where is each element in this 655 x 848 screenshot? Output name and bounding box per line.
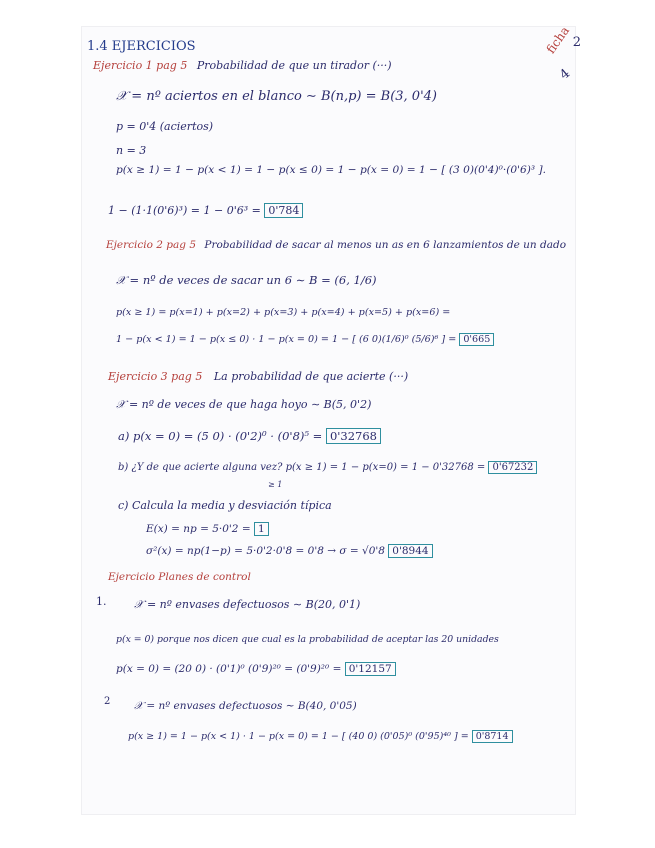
ej3-c1-row [146, 523, 269, 535]
ej3-b-result: 0'67232 [488, 461, 537, 474]
corner-number: 2 [572, 35, 581, 50]
ej1-heading-rest: Probabilidad de que un tirador (···) [196, 59, 392, 72]
ej2-line3: 1 − p(x < 1) = 1 − p(x ≤ 0) · 1 − p(x = 0) = 1 − [ (6 0)(1/6)⁰ (5/6)⁶ ] = [116, 334, 457, 345]
ej2-heading-line [106, 239, 566, 251]
ej1-line3: n = 3 [116, 144, 147, 157]
ej3-c1: E(x) = np = 5·0'2 = [146, 523, 251, 535]
ej1-result: 0'784 [264, 203, 303, 218]
ej3-c2-result: 0'8944 [388, 544, 432, 558]
notebook-page [82, 23, 581, 814]
ej3-c: c) Calcula la media y desviación típica [118, 499, 332, 512]
ej3-b: b) ¿Y de que acierte alguna vez? p(x ≥ 1) = 1 − p(x=0) = 1 − 0'32768 = [118, 462, 486, 473]
ej3-c1-result: 1 [254, 522, 269, 536]
ej3-line1: 𝒳 = nº de veces de que haga hoyo ∼ B(5, 0'2) [116, 398, 372, 411]
ej4-line5-row [128, 731, 513, 742]
ej4-heading: Ejercicio Planes de control [108, 571, 251, 583]
ej4-line5: p(x ≥ 1) = 1 − p(x < 1) · 1 − p(x = 0) = 1 − [ (40 0) (0'05)⁰ (0'95)⁴⁰ ] = [128, 731, 469, 742]
ej4-n2: 2 [104, 696, 111, 707]
ej4-line2: p(x = 0) porque nos dicen que cual es la probabilidad de aceptar las 20 unidades [116, 634, 499, 645]
ej2-line3-row [116, 334, 494, 345]
ej3-c2-row [146, 545, 433, 557]
ej1-heading: Ejercicio 1 pag 5 [93, 59, 188, 72]
ej3-a: a) p(x = 0) = (5 0) · (0'2)⁰ · (0'8)⁵ = [118, 429, 323, 443]
ej2-result: 0'665 [459, 333, 494, 346]
ej3-c2: σ²(x) = np(1−p) = 5·0'2·0'8 = 0'8 → σ = √0'8 [146, 545, 385, 557]
ej3-b-row [118, 462, 537, 473]
corner-note: ficha [543, 23, 573, 57]
ej4-n1: 1. [96, 595, 107, 608]
ej4-result2: 0'8714 [472, 730, 513, 743]
ej1-line2: p = 0'4 (aciertos) [116, 120, 214, 133]
ej2-line2: p(x ≥ 1) = p(x=1) + p(x=2) + p(x=3) + p(x=4) + p(x=5) + p(x=6) = [116, 307, 451, 318]
ej3-heading-rest: La probabilidad de que acierte (···) [213, 370, 409, 383]
ej2-line1: 𝒳 = nº de veces de sacar un 6 ∼ B = (6, 1/6) [116, 273, 377, 287]
ej2-heading-rest: Probabilidad de sacar al menos un as en 6 lanzamientos de un dado [204, 239, 567, 251]
ej1-line5-row [108, 204, 303, 217]
ej1-heading-line [93, 59, 392, 72]
ej4-line1: 𝒳 = nº envases defectuosos ∼ B(20, 0'1) [134, 598, 361, 611]
ej1-line1: 𝒳 = nº aciertos en el blanco ∼ B(n,p) = B(3, 0'4) [116, 89, 437, 104]
ej4-line3: p(x = 0) = (20 0) · (0'1)⁰ (0'9)²⁰ = (0'9)²⁰ = [116, 663, 342, 675]
ej4-result1: 0'12157 [345, 662, 396, 676]
ej3-heading-line [108, 370, 408, 383]
corner-mark: 4 [556, 66, 573, 83]
ej4-line3-row [116, 663, 396, 675]
ej1-line5: 1 − (1·1(0'6)³) = 1 − 0'6³ = [108, 204, 261, 217]
ej3-a-row [118, 429, 381, 443]
ej1-line4: p(x ≥ 1) = 1 − p(x < 1) = 1 − p(x ≤ 0) = 1 − p(x = 0) = 1 − [ (3 0)(0'4)⁰·(0'6)³ ]. [116, 164, 547, 176]
ej2-heading: Ejercicio 2 pag 5 [106, 239, 197, 251]
ej3-heading: Ejercicio 3 pag 5 [108, 370, 203, 383]
ej4-line4: 𝒳 = nº envases defectuosos ∼ B(40, 0'05) [134, 700, 357, 712]
ej3-a-result: 0'32768 [326, 428, 381, 444]
section-title: 1.4 EJERCICIOS [87, 39, 196, 54]
ej3-b-note: ≥ 1 [268, 480, 283, 489]
